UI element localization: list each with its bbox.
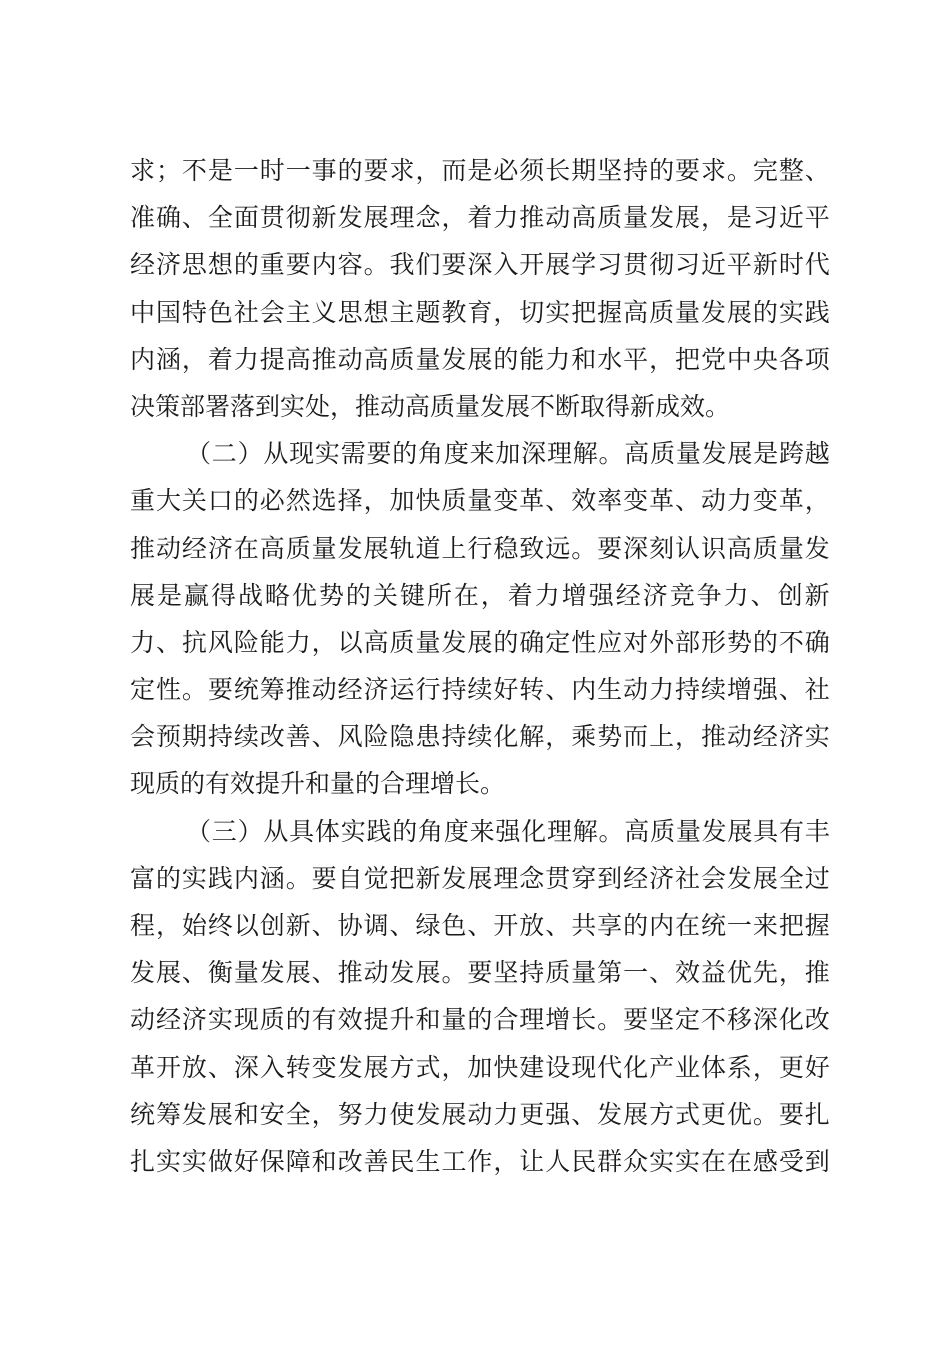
text-line: 定 性 。 要 统 筹 推 动 经 济 运 行 持 续 好 转 、 内 生 动 力 持 续 增 强 、 社 bbox=[130, 675, 830, 705]
section-heading-line: （ 二 ） 从 现 实 需 要 的 角 度 来 加 深 理 解 。 高 质 量 发 展 是 跨 越 bbox=[186, 439, 830, 469]
text-line: 扎 实 实 做 好 保 障 和 改 善 民 生 工 作 ， 让 人 民 群 众 实 实 在 在 感 受 到 bbox=[130, 1146, 830, 1176]
text-line: 会 预 期 持 续 改 善 、 风 险 隐 患 持 续 化 解 ， 乘 势 而 上 ， 推 动 经 济 实 bbox=[130, 722, 830, 752]
text-line: 求 ； 不 是 一 时 一 事 的 要 求 ， 而 是 必 须 长 期 坚 持 的 要 求 。 完 整 、 bbox=[130, 156, 830, 185]
text-line: 中 国 特 色 社 会 主 义 思 想 主 题 教 育 ， 切 实 把 握 高 质 量 发 展 的 实 践 bbox=[130, 297, 830, 327]
text-line: 程 ， 始 终 以 创 新 、 协 调 、 绿 色 、 开 放 、 共 享 的 内 在 统 一 来 把 握 bbox=[130, 911, 830, 940]
text-line-last: 现质的有效提升和量的合理增长。 bbox=[130, 769, 506, 799]
text-line: 发 展 、 衡 量 发 展 、 推 动 发 展 。 要 坚 持 质 量 第 一 、 效 益 优 先 ， 推 bbox=[130, 958, 830, 988]
text-line: 展 是 赢 得 战 略 优 势 的 关 键 所 在 ， 着 力 增 强 经 济 竞 争 力 、 创 新 bbox=[130, 580, 830, 610]
section-heading-line: （ 三 ） 从 具 体 实 践 的 角 度 来 强 化 理 解 。 高 质 量 发 展 具 有 丰 bbox=[186, 816, 830, 846]
text-line: 内 涵 ， 着 力 提 高 推 动 高 质 量 发 展 的 能 力 和 水 平 ， 把 党 中 央 各 项 bbox=[130, 344, 830, 374]
document-body bbox=[130, 147, 830, 1185]
text-line: 动 经 济 实 现 质 的 有 效 提 升 和 量 的 合 理 增 长 。 要 坚 定 不 移 深 化 改 bbox=[130, 1005, 830, 1035]
text-line-last: 决策部署落到实处，推动高质量发展不断取得新成效。 bbox=[130, 391, 731, 421]
text-line: 革 开 放 、 深 入 转 变 发 展 方 式 ， 加 快 建 设 现 代 化 产 业 体 系 ， 更 好 bbox=[130, 1052, 830, 1082]
text-line: 经 济 思 想 的 重 要 内 容 。 我 们 要 深 入 开 展 学 习 贯 彻 习 近 平 新 时 代 bbox=[130, 250, 830, 280]
text-line: 富 的 实 践 内 涵 。 要 自 觉 把 新 发 展 理 念 贯 穿 到 经 济 社 会 发 展 全 过 bbox=[130, 863, 830, 893]
text-line: 统 筹 发 展 和 安 全 ， 努 力 使 发 展 动 力 更 强 、 发 展 方 式 更 优 。 要 扎 bbox=[130, 1099, 830, 1129]
text-line: 重 大 关 口 的 必 然 选 择 ， 加 快 质 量 变 革 、 效 率 变 革 、 动 力 变 革 ， bbox=[130, 486, 830, 516]
text-line: 力 、 抗 风 险 能 力 ， 以 高 质 量 发 展 的 确 定 性 应 对 外 部 形 势 的 不 确 bbox=[130, 627, 830, 657]
text-line: 准 确 、 全 面 贯 彻 新 发 展 理 念 ， 着 力 推 动 高 质 量 发 展 ， 是 习 近 平 bbox=[130, 203, 830, 233]
text-line: 推 动 经 济 在 高 质 量 发 展 轨 道 上 行 稳 致 远 。 要 深 刻 认 识 高 质 量 发 bbox=[130, 533, 830, 563]
